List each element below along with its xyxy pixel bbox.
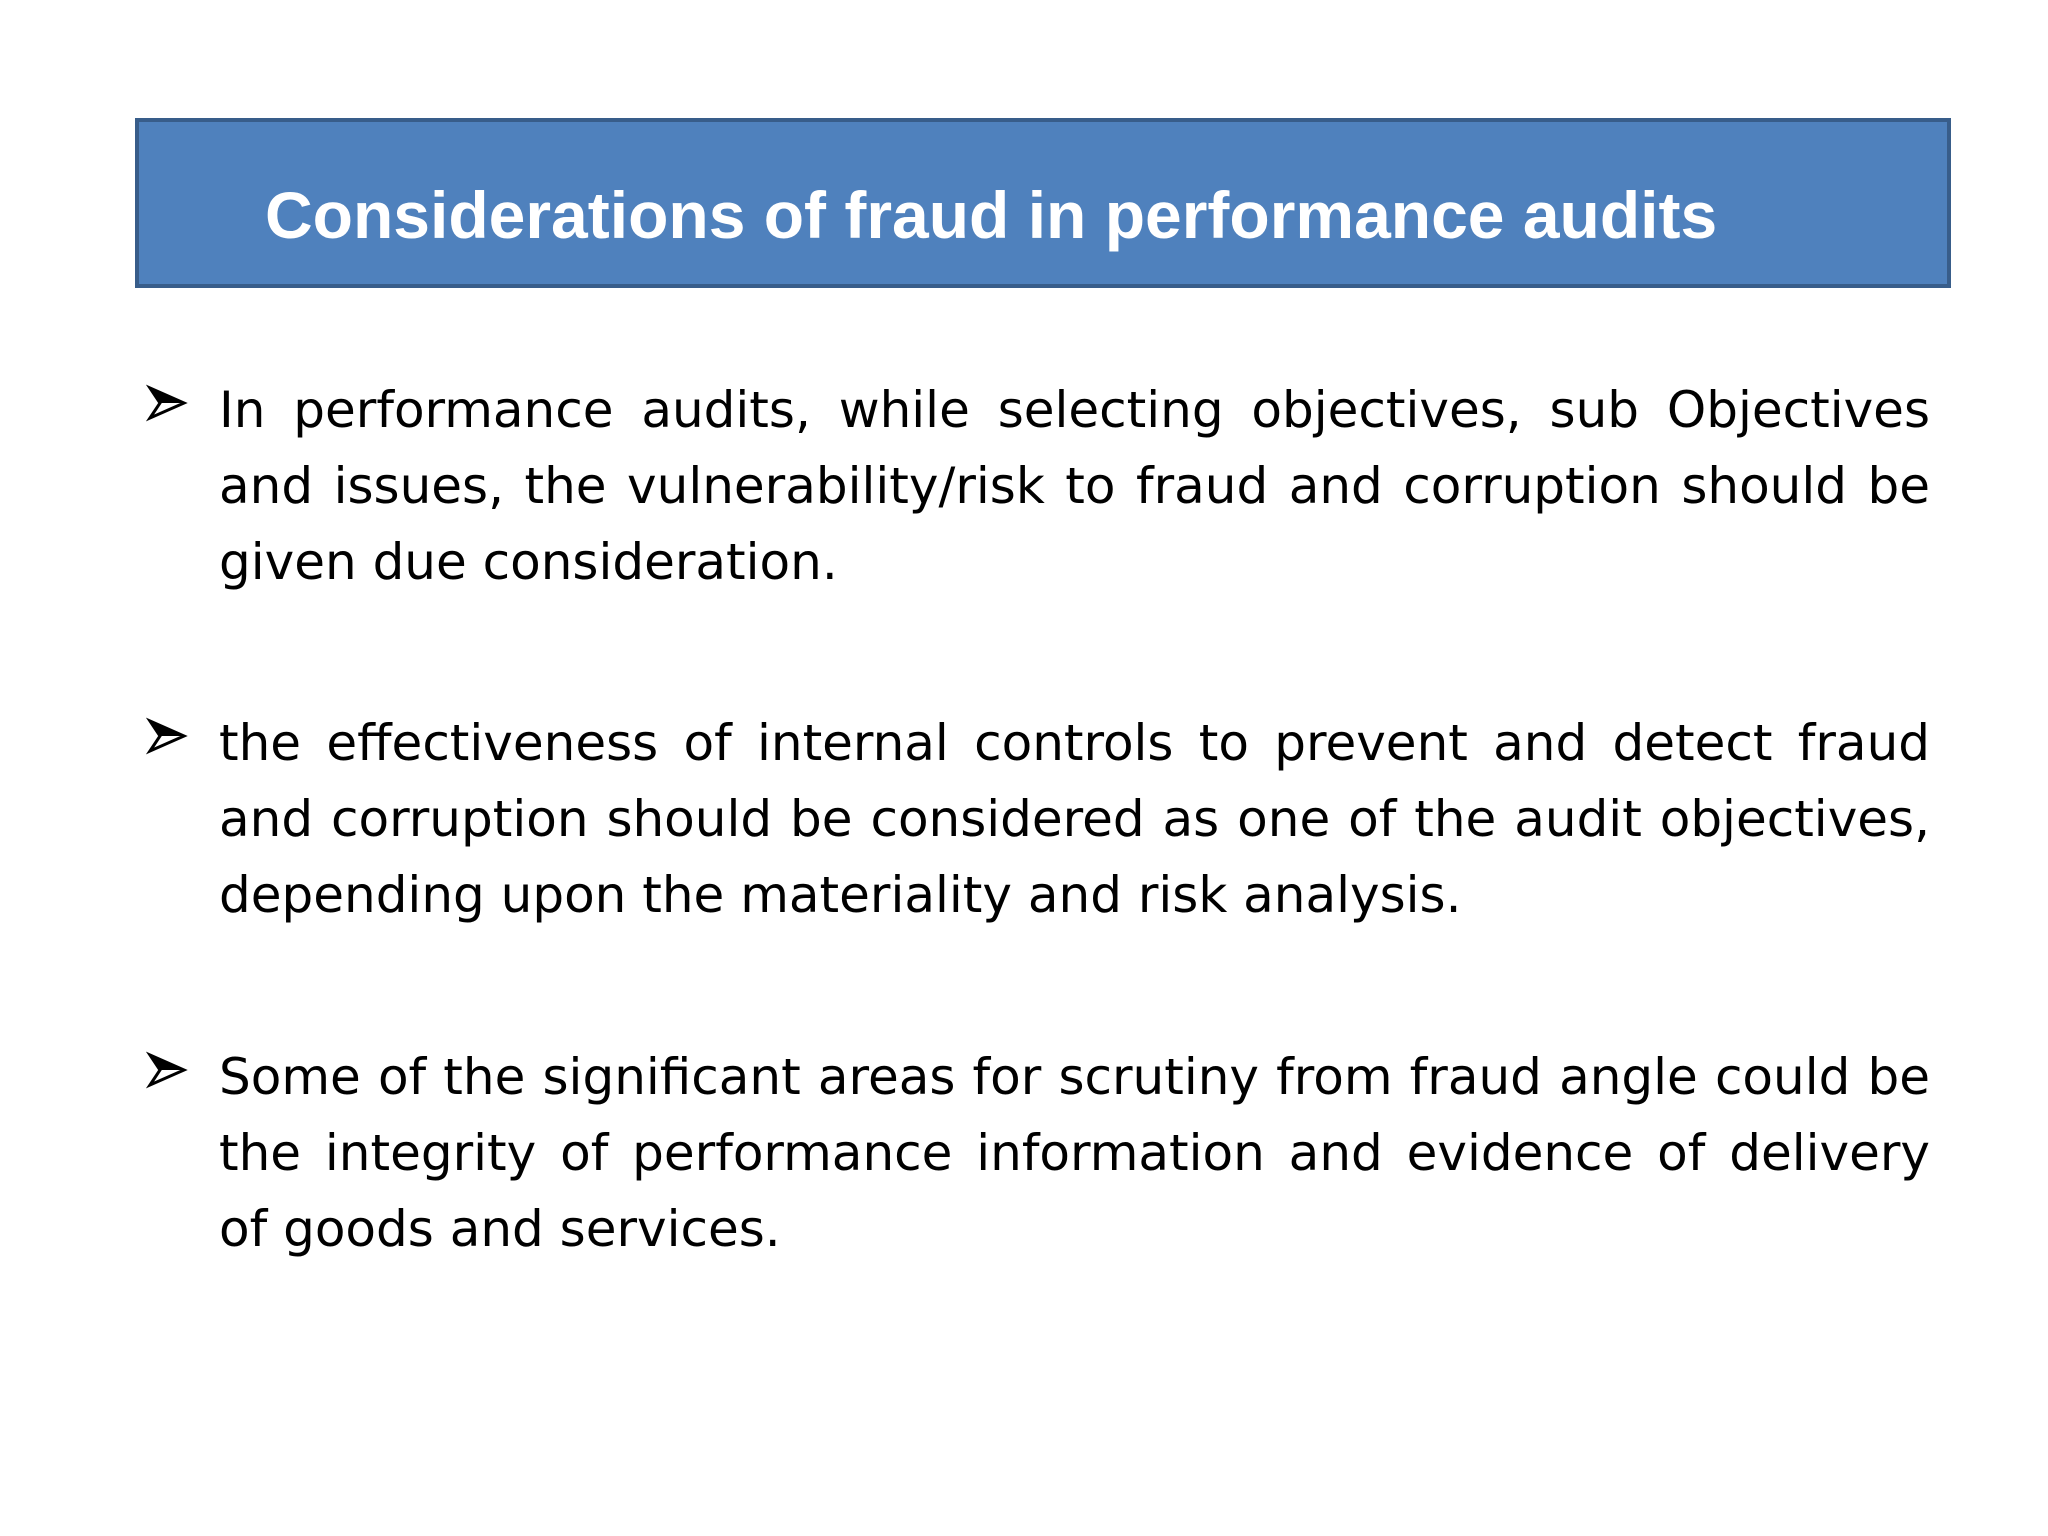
title-banner <box>135 118 1951 288</box>
arrowhead-bullet-icon <box>146 1049 188 1091</box>
bullet-text: Some of the significant areas for scrutiny from fraud angle could be the integrity of performance information and evidence of delivery of goods and services. <box>219 1048 1930 1258</box>
arrowhead-bullet-icon <box>146 382 188 424</box>
arrowhead-bullet-icon <box>146 715 188 757</box>
slide-title: Considerations of fraud in performance audits <box>265 178 1718 252</box>
bullet-text: the effectiveness of internal controls to prevent and detect fraud and corruption should be considered as one of the audit objectives, depending upon the materiality and risk analysis. <box>219 714 1930 924</box>
bullet-text: In performance audits, while selecting objectives, sub Objectives and issues, the vulnerability/risk to fraud and corruption should be given due consideration. <box>219 381 1930 591</box>
